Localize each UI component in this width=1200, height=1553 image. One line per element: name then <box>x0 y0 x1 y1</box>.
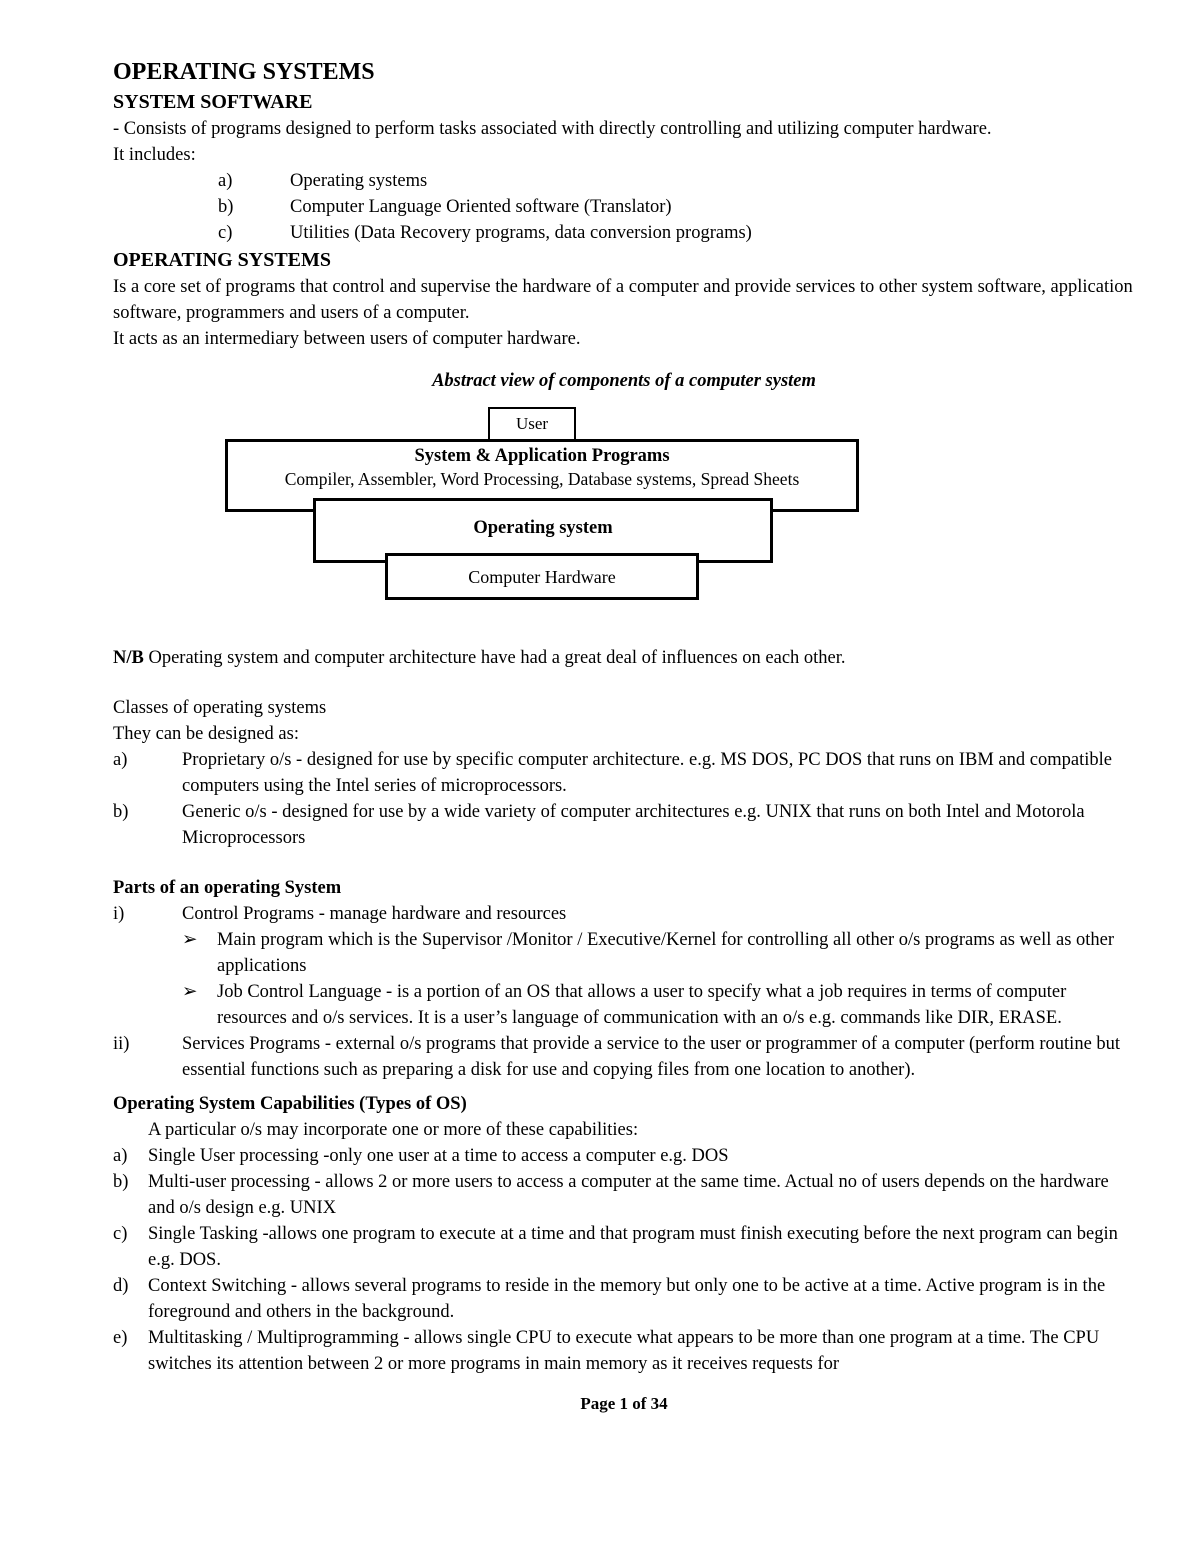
list-item <box>113 1325 1135 1377</box>
list-item <box>218 220 1135 246</box>
list-item <box>113 747 1135 799</box>
list-item-text: Services Programs - external o/s programs that provide a service to the user or programmer of a computer (perform routine but essential functions such as preparing a disk for use and copying files from one location to another). <box>182 1034 1121 1080</box>
diagram-caption: Abstract view of components of a computer system <box>432 371 816 391</box>
parts-heading: Parts of an operating System <box>113 878 342 898</box>
list-item-text: Proprietary o/s - designed for use by specific computer architecture. e.g. MS DOS, PC DOS that runs on IBM and compatible computers using the Intel series of microprocessors. <box>182 750 1112 796</box>
components-diagram <box>113 407 1135 600</box>
list-marker: c) <box>113 1224 128 1244</box>
list-item <box>113 799 1135 851</box>
diagram-box-computer-hardware: Computer Hardware <box>385 553 699 600</box>
list-item-text: Operating systems <box>290 171 428 191</box>
list-marker: b) <box>113 802 129 822</box>
list-item <box>218 168 1135 194</box>
paragraph: Is a core set of programs that control and supervise the hardware of a computer and provide services to other system software, application software, programmers and users of a computer. <box>113 277 1133 323</box>
list-marker: b) <box>218 197 234 217</box>
list-item <box>113 1031 1135 1083</box>
list-marker: i) <box>113 904 125 924</box>
list-item-text: Context Switching - allows several programs to reside in the memory but only one to be active at a time. Active program is in the foreground and others in the background. <box>148 1276 1106 1322</box>
capabilities-intro: A particular o/s may incorporate one or more of these capabilities: <box>148 1120 639 1140</box>
nb-note <box>113 645 1135 671</box>
operating-systems-heading: OPERATING SYSTEMS <box>113 249 332 271</box>
list-marker: a) <box>113 750 128 770</box>
list-item-text: Computer Language Oriented software (Translator) <box>290 197 672 217</box>
bullet-text: Main program which is the Supervisor /Monitor / Executive/Kernel for controlling all other o/s programs as well as other applications <box>217 930 1115 976</box>
list-marker: ii) <box>113 1034 130 1054</box>
footer-page-number: Page 1 of 34 <box>580 1394 668 1413</box>
list-item-text: Control Programs - manage hardware and resources <box>182 904 567 924</box>
sub-bullet-item <box>182 927 1135 979</box>
arrow-bullet-icon: ➢ <box>182 930 198 950</box>
diagram-programs-title: System & Application Programs <box>414 446 670 466</box>
classes-subheading: They can be designed as: <box>113 724 299 744</box>
list-item <box>113 1169 1135 1221</box>
list-item-text: Single Tasking -allows one program to execute at a time and that program must finish executing before the next program can begin e.g. DOS. <box>148 1224 1118 1270</box>
bullet-text: Job Control Language - is a portion of an OS that allows a user to specify what a job requires in terms of computer resources and o/s services. It is a user’s language of communication with an o/s e.g. commands like DIR, ERASE. <box>217 982 1067 1028</box>
paragraph: It acts as an intermediary between users of computer hardware. <box>113 329 581 349</box>
nb-label: N/B <box>113 648 144 668</box>
list-item-text: Single User processing -only one user at a time to access a computer e.g. DOS <box>148 1146 729 1166</box>
list-item-text: Utilities (Data Recovery programs, data conversion programs) <box>290 223 752 243</box>
arrow-bullet-icon: ➢ <box>182 982 198 1002</box>
diagram-box-user: User <box>488 407 576 441</box>
capabilities-heading: Operating System Capabilities (Types of OS) <box>113 1094 467 1114</box>
list-item-text: Multi-user processing - allows 2 or more users to access a computer at the same time. Actual no of users depends on the hardware and o/s design e.g. UNIX <box>148 1172 1109 1218</box>
system-software-heading: SYSTEM SOFTWARE <box>113 91 313 113</box>
list-marker: a) <box>113 1146 128 1166</box>
list-marker: b) <box>113 1172 129 1192</box>
list-item <box>113 1221 1135 1273</box>
includes-label: It includes: <box>113 145 196 165</box>
list-marker: c) <box>218 223 233 243</box>
system-software-intro: - Consists of programs designed to perform tasks associated with directly controlling and utilizing computer hardware. <box>113 119 992 139</box>
list-item <box>113 1273 1135 1325</box>
page-title: OPERATING SYSTEMS <box>113 59 375 85</box>
list-item <box>113 901 1135 927</box>
list-item <box>113 1143 1135 1169</box>
list-item <box>218 194 1135 220</box>
diagram-programs-subtitle: Compiler, Assembler, Word Processing, Database systems, Spread Sheets <box>284 469 800 489</box>
list-marker: d) <box>113 1276 129 1296</box>
diagram-box-operating-system: Operating system <box>313 498 773 563</box>
list-marker: a) <box>218 171 233 191</box>
list-marker: e) <box>113 1328 128 1348</box>
classes-heading: Classes of operating systems <box>113 698 327 718</box>
list-item-text: Multitasking / Multiprogramming - allows single CPU to execute what appears to be more than one program at a time. The CPU switches its attention between 2 or more programs in main memory as it receives requests for <box>148 1328 1100 1374</box>
list-item-text: Generic o/s - designed for use by a wide variety of computer architectures e.g. UNIX that runs on both Intel and Motorola Microprocessors <box>182 802 1085 848</box>
nb-text: Operating system and computer architecture have had a great deal of influences on each other. <box>148 648 846 668</box>
sub-bullet-item <box>182 979 1135 1031</box>
